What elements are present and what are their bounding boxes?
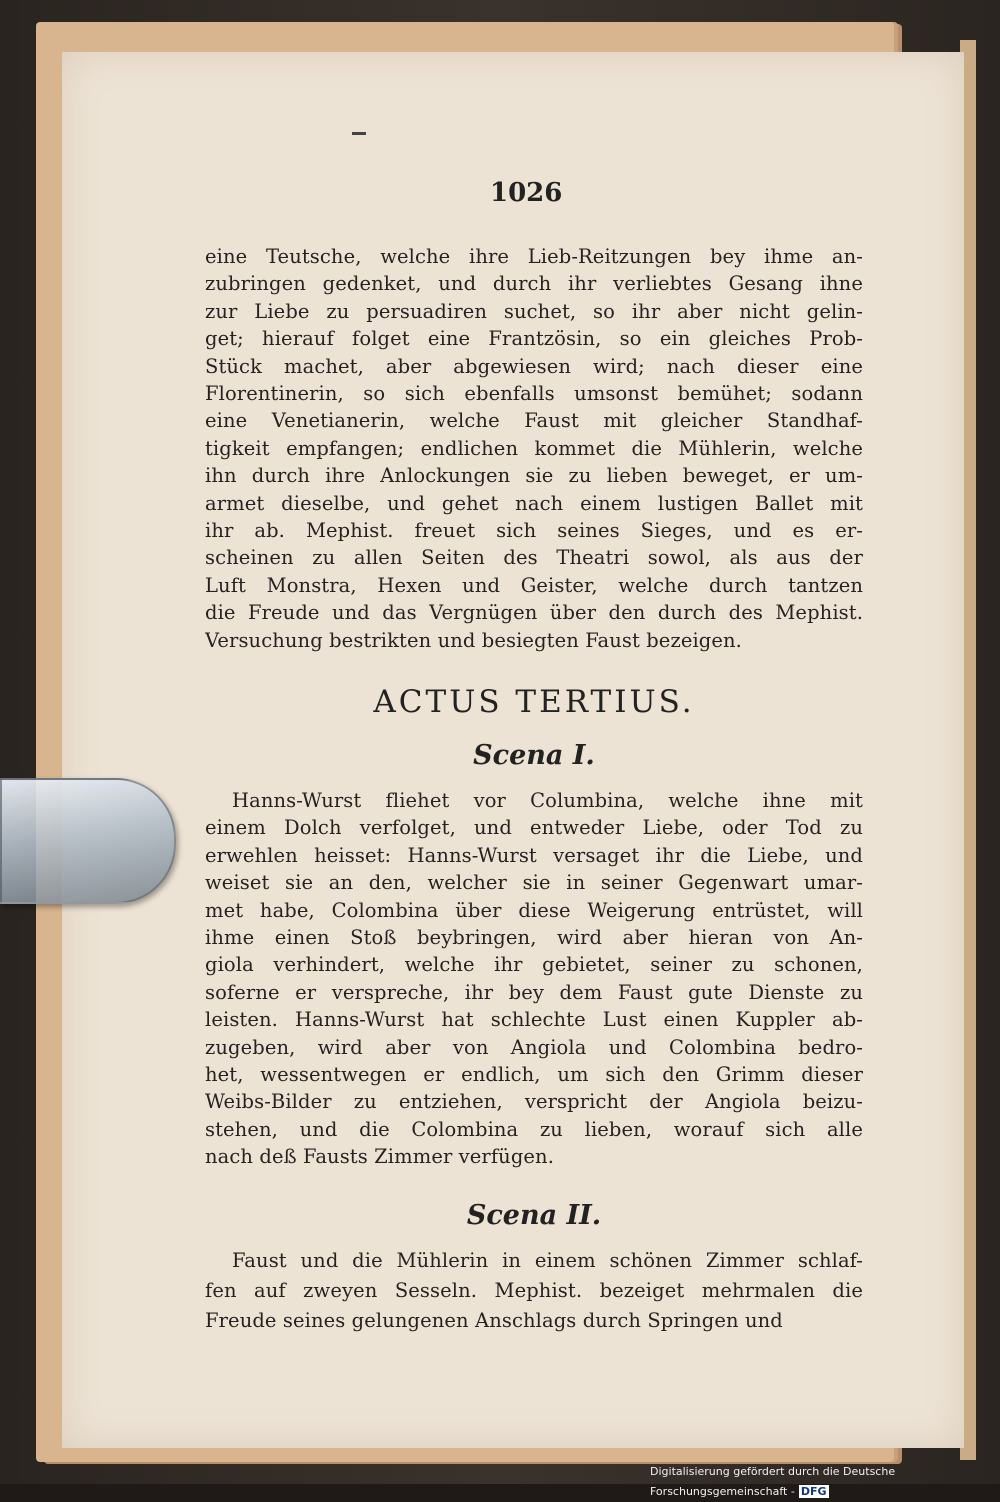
text-line: nach deß Fausts Zimmer verfügen. bbox=[205, 1145, 555, 1169]
text-line: Luft Monstra, Hexen und Geister, welche durch tantzen bbox=[205, 573, 863, 597]
scene-2-heading: Scena II. bbox=[466, 1200, 602, 1231]
text-line: ihme einen Stoß beybringen, wird aber hieran von An- bbox=[205, 926, 863, 949]
act-heading: ACTUS TERTIUS. bbox=[373, 684, 695, 720]
text-line: die Freude und das Vergnügen über den durch des Mephist. bbox=[205, 601, 863, 625]
text-line: fen auf zweyen Sesseln. Mephist. bezeiget mehrmalen die bbox=[205, 1279, 863, 1302]
text-line: stehen, und die Colombina zu lieben, worauf sich alle bbox=[205, 1117, 863, 1141]
printer-mark bbox=[352, 132, 366, 135]
text-line: tigkeit empfangen; endlichen kommet die Mühlerin, welche bbox=[205, 436, 863, 460]
footer-credit bbox=[650, 1462, 996, 1498]
text-line: eine Venetianerin, welche Faust mit gleicher Standhaf- bbox=[205, 409, 863, 433]
text-line: erwehlen heisset: Hanns-Wurst versaget ihr die Liebe, und bbox=[205, 843, 863, 867]
text-line: weiset sie an den, welcher sie in seiner Gegenwart umar- bbox=[205, 871, 863, 895]
text-line: Faust und die Mühlerin in einem schönen Zimmer schlaf- bbox=[232, 1249, 863, 1272]
text-line: zur Liebe zu persuadiren suchet, so ihr aber nicht gelin- bbox=[205, 299, 863, 323]
text-line: ihn durch ihre Anlockungen sie zu lieben beweget, er um- bbox=[205, 464, 863, 488]
text-line: Stück machet, aber abgewiesen wird; nach dieser eine bbox=[205, 354, 863, 378]
text-line: Hanns-Wurst fliehet vor Columbina, welche ihne mit bbox=[232, 789, 863, 812]
page-number: 1026 bbox=[490, 178, 563, 208]
text-line: Freude seines gelungenen Anschlags durch Springen und bbox=[205, 1309, 783, 1332]
text-line: Florentinerin, so sich ebenfalls umsonst bemühet; sodann bbox=[205, 382, 863, 405]
text-line: leisten. Hanns-Wurst hat schlechte Lust einen Kuppler ab- bbox=[205, 1008, 863, 1032]
footer-text: Digitalisierung gefördert durch die Deutsche Forschungsgemeinschaft - bbox=[650, 1465, 896, 1498]
scene-1-heading: Scena I. bbox=[473, 740, 595, 771]
text-line: armet dieselbe, und gehet nach einem lustigen Ballet mit bbox=[205, 491, 863, 515]
text-line: giola verhindert, welche ihr gebietet, seiner zu schonen, bbox=[205, 953, 863, 977]
page-clip bbox=[0, 778, 176, 904]
text-line: Versuchung bestrikten und besiegten Faust bezeigen. bbox=[205, 628, 742, 652]
text-line: soferne er verspreche, ihr bey dem Faust gute Dienste zu bbox=[205, 980, 863, 1004]
text-line: Weibs-Bilder zu entziehen, verspricht der Angiola beizu- bbox=[205, 1090, 863, 1114]
text-line: zubringen gedenket, und durch ihr verliebtes Gesang ihne bbox=[205, 272, 863, 296]
text-line: met habe, Colombina über diese Weigerung entrüstet, will bbox=[205, 898, 863, 922]
text-line: ihr ab. Mephist. freuet sich seines Sieges, und es er- bbox=[205, 519, 863, 542]
text-line: eine Teutsche, welche ihre Lieb-Reitzungen bey ihme an- bbox=[205, 245, 863, 268]
text-line: einem Dolch verfolget, und entweder Liebe, oder Tod zu bbox=[205, 816, 863, 840]
text-line: scheinen zu allen Seiten des Theatri sowol, als aus der bbox=[205, 546, 863, 570]
text-line: get; hierauf folget eine Frantzösin, so ein gleiches Prob- bbox=[205, 327, 863, 351]
text-line: zugeben, wird aber von Angiola und Colombina bedro- bbox=[205, 1035, 863, 1059]
dfg-logo: DFG bbox=[800, 1485, 827, 1498]
text-line: het, wessentwegen er endlich, um sich den Grimm dieser bbox=[205, 1063, 863, 1086]
